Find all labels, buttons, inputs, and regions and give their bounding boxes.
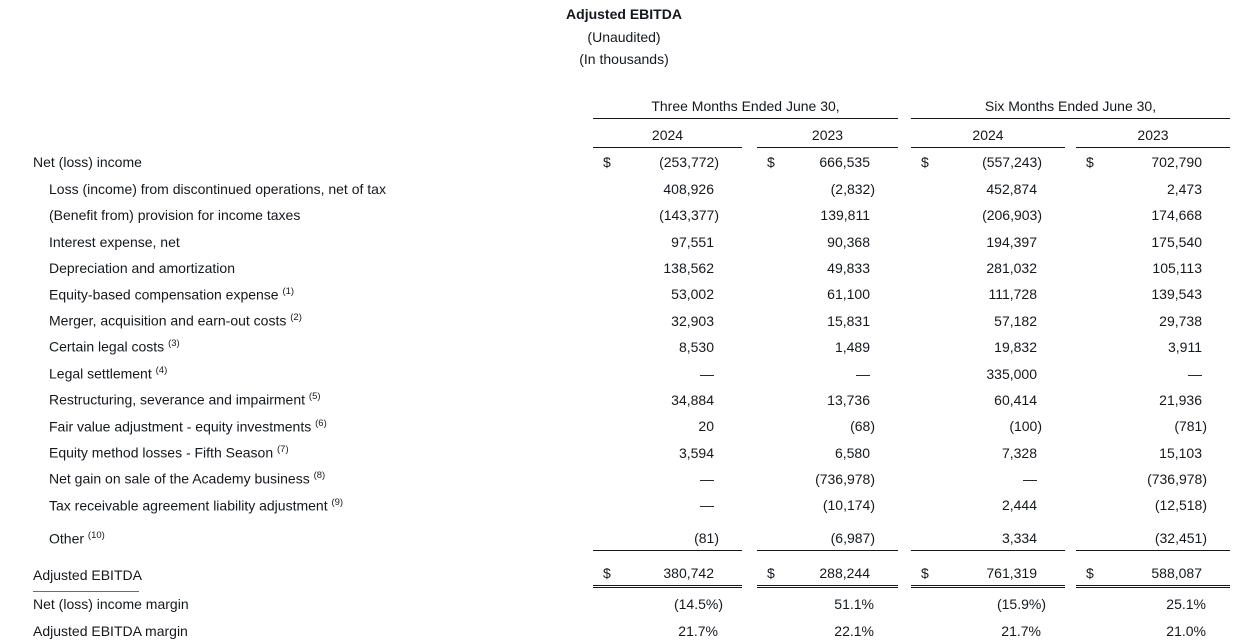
value-text: 138,562	[663, 260, 742, 276]
value-text: —	[700, 366, 742, 382]
table-row	[33, 491, 1230, 517]
value-cell	[1076, 517, 1230, 551]
value-text: 21.0%	[1166, 623, 1230, 639]
value-text: 2,444	[1002, 497, 1065, 513]
column-gap	[742, 333, 757, 359]
year-header-row	[33, 119, 1230, 148]
table-row	[33, 148, 1230, 175]
table-row	[33, 616, 1230, 643]
value-text: 288,244	[819, 565, 898, 581]
value-text: 19,832	[994, 339, 1065, 355]
adjusted-ebitda-table	[33, 90, 1230, 643]
value-cell	[1076, 491, 1230, 517]
value-cell	[757, 386, 898, 412]
value-cell	[757, 438, 898, 464]
value-cell	[911, 465, 1065, 491]
column-gap	[742, 517, 757, 551]
value-cell	[593, 517, 742, 551]
row-label: Equity method losses - Fifth Season $^{(7)}$	[33, 438, 593, 464]
value-text: (68)	[850, 418, 898, 434]
value-text: 2,473	[1167, 181, 1230, 197]
table-row	[33, 280, 1230, 306]
column-gap	[898, 551, 911, 587]
year-header-3m-2024: 2024	[593, 119, 742, 148]
value-text: 588,087	[1151, 565, 1230, 581]
value-cell	[593, 306, 742, 332]
column-gap	[742, 465, 757, 491]
currency-symbol: $	[603, 565, 611, 581]
value-cell	[757, 227, 898, 253]
value-text: 29,738	[1159, 313, 1230, 329]
value-cell	[757, 333, 898, 359]
year-header-3m-2023: 2023	[757, 119, 898, 148]
value-text: —	[856, 366, 898, 382]
column-gap	[742, 119, 757, 148]
value-text: 702,790	[1151, 154, 1230, 170]
column-gap	[898, 174, 911, 200]
column-gap	[1065, 306, 1076, 332]
year-header-6m-2023: 2023	[1076, 119, 1230, 148]
value-text: 105,113	[1152, 260, 1230, 276]
column-gap	[742, 201, 757, 227]
value-cell	[1076, 386, 1230, 412]
footnote-reference: (9)	[331, 497, 343, 508]
value-cell	[1076, 465, 1230, 491]
column-gap	[742, 616, 757, 643]
column-gap	[742, 280, 757, 306]
column-gap	[1065, 174, 1076, 200]
value-cell	[911, 551, 1065, 587]
row-label: Interest expense, net	[33, 227, 593, 253]
column-gap	[1065, 119, 1076, 148]
value-text: 20	[698, 418, 742, 434]
value-cell	[757, 280, 898, 306]
table-row	[33, 551, 1230, 587]
value-text: 61,100	[827, 286, 898, 302]
row-label: Merger, acquisition and earn-out costs $^{(2)}$	[33, 306, 593, 332]
currency-symbol: $	[767, 154, 775, 170]
value-cell	[911, 517, 1065, 551]
column-gap	[898, 587, 911, 616]
value-cell	[911, 412, 1065, 438]
value-cell	[1076, 438, 1230, 464]
column-gap	[742, 254, 757, 280]
column-gap	[742, 551, 757, 587]
column-gap	[742, 306, 757, 332]
footnote-reference: (8)	[314, 470, 326, 481]
table-body	[33, 148, 1230, 643]
value-text: (10,174)	[823, 497, 898, 513]
value-text: (6,987)	[831, 530, 898, 546]
value-text: 15,831	[827, 313, 898, 329]
column-gap	[742, 359, 757, 385]
value-cell	[593, 280, 742, 306]
column-gap	[898, 359, 911, 385]
column-gap	[742, 412, 757, 438]
value-cell	[1076, 616, 1230, 643]
value-text: 3,594	[679, 445, 742, 461]
value-text: 51.1%	[834, 596, 898, 612]
row-label: Net gain on sale of the Academy business $^{(8)}$	[33, 465, 593, 491]
column-gap	[742, 148, 757, 175]
value-cell	[757, 551, 898, 587]
value-cell	[757, 587, 898, 616]
value-text: 60,414	[994, 392, 1065, 408]
column-gap	[1065, 386, 1076, 412]
value-text: (12,518)	[1155, 497, 1230, 513]
value-cell	[593, 551, 742, 587]
value-cell	[1076, 587, 1230, 616]
table-row	[33, 438, 1230, 464]
value-text: 21.7%	[1001, 623, 1065, 639]
value-text: 21,936	[1159, 392, 1230, 408]
row-label: Loss (income) from discontinued operations, net of tax	[33, 174, 593, 200]
value-text: (781)	[1174, 418, 1230, 434]
row-label: Other $^{(10)}$	[33, 517, 593, 551]
row-label: Net (loss) income	[33, 148, 593, 175]
row-label: Adjusted EBITDA	[33, 551, 593, 587]
column-gap	[898, 438, 911, 464]
value-cell	[911, 174, 1065, 200]
value-text: 49,833	[827, 260, 898, 276]
table-row	[33, 412, 1230, 438]
column-gap	[1065, 254, 1076, 280]
value-cell	[593, 254, 742, 280]
table-row	[33, 254, 1230, 280]
footnote-reference: (5)	[309, 391, 321, 402]
document-subtitle-units: (In thousands)	[14, 48, 1234, 71]
column-gap	[1065, 616, 1076, 643]
value-cell	[911, 227, 1065, 253]
value-text: 3,334	[1002, 530, 1065, 546]
column-gap	[742, 227, 757, 253]
table-row	[33, 465, 1230, 491]
value-cell	[1076, 254, 1230, 280]
footnote-reference: (2)	[290, 312, 302, 323]
value-cell	[1076, 148, 1230, 175]
column-gap	[898, 386, 911, 412]
value-cell	[593, 359, 742, 385]
column-gap	[898, 412, 911, 438]
value-text: 111,728	[988, 286, 1065, 302]
value-cell	[757, 517, 898, 551]
row-label: (Benefit from) provision for income taxes	[33, 201, 593, 227]
value-cell	[1076, 201, 1230, 227]
value-cell	[911, 491, 1065, 517]
column-gap	[1065, 491, 1076, 517]
value-text: —	[1023, 471, 1065, 487]
value-cell	[757, 491, 898, 517]
document-subtitle-unaudited: (Unaudited)	[14, 26, 1234, 49]
document-header	[14, 3, 1234, 71]
column-gap	[1065, 438, 1076, 464]
row-label: Adjusted EBITDA margin	[33, 616, 593, 643]
value-cell	[593, 412, 742, 438]
footnote-reference: (7)	[277, 444, 289, 455]
table-row	[33, 174, 1230, 200]
value-text: 761,319	[986, 565, 1065, 581]
value-cell	[593, 587, 742, 616]
column-gap	[1065, 201, 1076, 227]
value-text: 452,874	[986, 181, 1065, 197]
table-row	[33, 587, 1230, 616]
value-text: (736,978)	[815, 471, 898, 487]
value-cell	[1076, 306, 1230, 332]
value-text: 666,535	[819, 154, 898, 170]
value-cell	[593, 386, 742, 412]
value-text: (736,978)	[1147, 471, 1230, 487]
column-gap	[898, 280, 911, 306]
currency-symbol: $	[767, 565, 775, 581]
currency-symbol: $	[603, 154, 611, 170]
row-label: Tax receivable agreement liability adjustment $^{(9)}$	[33, 491, 593, 517]
value-cell	[593, 465, 742, 491]
value-cell	[911, 587, 1065, 616]
column-gap	[742, 587, 757, 616]
value-text: 97,551	[671, 234, 742, 250]
column-gap	[1065, 280, 1076, 306]
value-text: 13,736	[827, 392, 898, 408]
footnote-separator-rule	[33, 591, 139, 592]
footnote-reference: (6)	[315, 418, 327, 429]
value-text: (32,451)	[1155, 530, 1230, 546]
column-gap	[898, 119, 911, 148]
document-title: Adjusted EBITDA	[14, 3, 1234, 26]
value-text: 6,580	[835, 445, 898, 461]
value-text: 57,182	[994, 313, 1065, 329]
footnote-reference: (1)	[282, 286, 294, 297]
column-gap	[1065, 465, 1076, 491]
value-cell	[911, 254, 1065, 280]
column-gap	[742, 438, 757, 464]
value-text: 21.7%	[678, 623, 742, 639]
value-cell	[911, 333, 1065, 359]
column-gap	[898, 201, 911, 227]
value-text: 53,002	[671, 286, 742, 302]
value-text: 8,530	[679, 339, 742, 355]
value-text: (253,772)	[659, 154, 742, 170]
value-text: 281,032	[986, 260, 1065, 276]
column-gap	[898, 465, 911, 491]
column-gap	[742, 174, 757, 200]
value-cell	[911, 359, 1065, 385]
value-cell	[1076, 412, 1230, 438]
value-text: 22.1%	[834, 623, 898, 639]
row-label: Legal settlement $^{(4)}$	[33, 359, 593, 385]
value-cell	[757, 306, 898, 332]
value-cell	[593, 333, 742, 359]
value-cell	[911, 201, 1065, 227]
value-cell	[757, 254, 898, 280]
value-text: —	[700, 471, 742, 487]
value-text: 139,811	[820, 207, 898, 223]
column-gap	[742, 491, 757, 517]
value-cell	[757, 174, 898, 200]
period-header-three-months: Three Months Ended June 30,	[593, 90, 898, 119]
value-cell	[757, 412, 898, 438]
value-cell	[1076, 174, 1230, 200]
year-header-6m-2024: 2024	[911, 119, 1065, 148]
value-text: (206,903)	[982, 207, 1065, 223]
value-cell	[1076, 227, 1230, 253]
value-text: 7,328	[1002, 445, 1065, 461]
value-text: (143,377)	[659, 207, 742, 223]
value-cell	[757, 359, 898, 385]
currency-symbol: $	[1086, 154, 1094, 170]
column-gap	[898, 491, 911, 517]
value-text: 1,489	[835, 339, 898, 355]
row-label: Net (loss) income margin	[33, 587, 593, 616]
value-text: (14.5%)	[674, 596, 742, 612]
value-text: 90,368	[827, 234, 898, 250]
table-row	[33, 386, 1230, 412]
value-text: 335,000	[986, 366, 1065, 382]
value-text: 25.1%	[1166, 596, 1230, 612]
table-row	[33, 227, 1230, 253]
value-cell	[1076, 551, 1230, 587]
value-text: (2,832)	[831, 181, 898, 197]
value-cell	[1076, 333, 1230, 359]
value-text: 175,540	[1151, 234, 1230, 250]
value-cell	[593, 227, 742, 253]
value-cell	[593, 438, 742, 464]
currency-symbol: $	[921, 565, 929, 581]
currency-symbol: $	[921, 154, 929, 170]
value-cell	[911, 386, 1065, 412]
value-cell	[593, 616, 742, 643]
column-gap	[898, 90, 911, 119]
value-cell	[593, 491, 742, 517]
column-gap	[1065, 359, 1076, 385]
column-gap	[1065, 517, 1076, 551]
row-label: Equity-based compensation expense $^{(1)}$	[33, 280, 593, 306]
column-gap	[898, 306, 911, 332]
row-label: Certain legal costs $^{(3)}$	[33, 333, 593, 359]
period-header-six-months: Six Months Ended June 30,	[911, 90, 1230, 119]
row-label: Restructuring, severance and impairment $^{(5)}$	[33, 386, 593, 412]
value-text: (15.9%)	[997, 596, 1065, 612]
column-gap	[898, 227, 911, 253]
currency-symbol: $	[1086, 565, 1094, 581]
value-cell	[593, 201, 742, 227]
value-cell	[757, 148, 898, 175]
value-cell	[757, 465, 898, 491]
value-text: (100)	[1009, 418, 1065, 434]
column-gap	[898, 148, 911, 175]
period-header-row	[33, 90, 1230, 119]
value-text: 32,903	[671, 313, 742, 329]
value-cell	[1076, 280, 1230, 306]
column-gap	[1065, 333, 1076, 359]
row-label: Depreciation and amortization	[33, 254, 593, 280]
table-row	[33, 201, 1230, 227]
value-text: (81)	[694, 530, 742, 546]
value-text: 3,911	[1168, 339, 1230, 355]
header-spacer	[33, 119, 593, 148]
value-cell	[911, 280, 1065, 306]
value-cell	[911, 616, 1065, 643]
column-gap	[1065, 227, 1076, 253]
value-text: 194,397	[986, 234, 1065, 250]
value-text: 174,668	[1151, 207, 1230, 223]
value-cell	[593, 148, 742, 175]
row-label: Fair value adjustment - equity investments $^{(6)}$	[33, 412, 593, 438]
footnote-reference: (4)	[156, 365, 168, 376]
value-text: 34,884	[671, 392, 742, 408]
column-gap	[898, 333, 911, 359]
column-gap	[898, 517, 911, 551]
table-row	[33, 359, 1230, 385]
value-text: 408,926	[663, 181, 742, 197]
value-text: —	[1188, 366, 1230, 382]
table-row	[33, 306, 1230, 332]
value-cell	[911, 148, 1065, 175]
value-text: 139,543	[1151, 286, 1230, 302]
column-gap	[898, 254, 911, 280]
value-cell	[1076, 359, 1230, 385]
footnote-reference: (10)	[88, 530, 105, 541]
column-gap	[1065, 551, 1076, 587]
column-gap	[1065, 148, 1076, 175]
value-cell	[911, 306, 1065, 332]
value-text: —	[700, 497, 742, 513]
column-gap	[742, 386, 757, 412]
value-cell	[911, 438, 1065, 464]
column-gap	[1065, 412, 1076, 438]
column-gap	[898, 616, 911, 643]
column-gap	[1065, 587, 1076, 616]
value-cell	[757, 616, 898, 643]
footnote-reference: (3)	[168, 338, 180, 349]
value-text: (557,243)	[982, 154, 1065, 170]
value-text: 380,742	[663, 565, 742, 581]
value-cell	[593, 174, 742, 200]
value-text: 15,103	[1159, 445, 1230, 461]
table-row	[33, 517, 1230, 551]
header-spacer	[33, 90, 593, 119]
value-cell	[757, 201, 898, 227]
table-row	[33, 333, 1230, 359]
